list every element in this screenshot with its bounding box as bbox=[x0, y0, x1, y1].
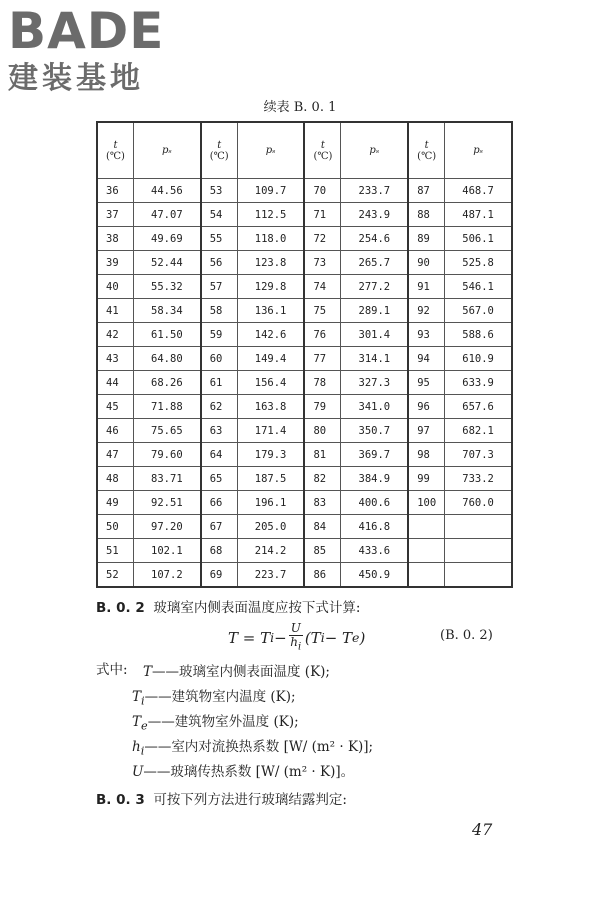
table-row bbox=[97, 371, 512, 395]
header-t: t (℃) bbox=[304, 122, 340, 179]
temperature-cell: 86 bbox=[304, 563, 340, 588]
table-row bbox=[97, 323, 512, 347]
temperature-cell: 52 bbox=[97, 563, 133, 588]
formula-fraction: $\frac{U}{h_i}$ bbox=[290, 621, 302, 653]
pressure-cell bbox=[445, 515, 512, 539]
where-item: T——玻璃室内侧表面温度 (K); bbox=[143, 664, 330, 680]
temperature-cell: 50 bbox=[97, 515, 133, 539]
temperature-cell: 94 bbox=[408, 347, 444, 371]
temperature-cell: 58 bbox=[201, 299, 237, 323]
temperature-cell: 100 bbox=[408, 491, 444, 515]
section-b02 bbox=[96, 598, 360, 618]
pressure-cell: 350.7 bbox=[341, 419, 408, 443]
pressure-cell: 633.9 bbox=[445, 371, 512, 395]
temperature-cell: 71 bbox=[304, 203, 340, 227]
pressure-cell: 733.2 bbox=[445, 467, 512, 491]
where-item: $T_i——$建筑物室内温度 (K); bbox=[132, 689, 296, 708]
pressure-cell: 214.2 bbox=[237, 539, 304, 563]
pressure-cell: 44.56 bbox=[133, 179, 200, 203]
pressure-cell: 384.9 bbox=[341, 467, 408, 491]
pressure-cell: 610.9 bbox=[445, 347, 512, 371]
pressure-cell: 97.20 bbox=[133, 515, 200, 539]
pressure-cell: 254.6 bbox=[341, 227, 408, 251]
header-t: t (℃) bbox=[97, 122, 133, 179]
pressure-cell: 265.7 bbox=[341, 251, 408, 275]
header-t: t (℃) bbox=[201, 122, 237, 179]
pressure-cell: 369.7 bbox=[341, 443, 408, 467]
where-item: $h_i——$室内对流换热系数 [W/ (m² · K)]; bbox=[132, 739, 374, 758]
pressure-cell: 163.8 bbox=[237, 395, 304, 419]
temperature-cell bbox=[408, 539, 444, 563]
pressure-cell: 588.6 bbox=[445, 323, 512, 347]
bade-logo bbox=[8, 2, 165, 96]
where-intro: 式中: bbox=[96, 662, 128, 678]
temperature-cell: 73 bbox=[304, 251, 340, 275]
pressure-cell: 243.9 bbox=[341, 203, 408, 227]
table-row bbox=[97, 203, 512, 227]
table-header-row bbox=[97, 122, 512, 179]
table-row bbox=[97, 467, 512, 491]
header-p: pₛ bbox=[237, 122, 304, 179]
table-caption: 续表 B. 0. 1 bbox=[263, 100, 337, 115]
section-b03 bbox=[96, 790, 347, 810]
table-row bbox=[97, 275, 512, 299]
pressure-cell: 223.7 bbox=[237, 563, 304, 588]
temperature-cell: 60 bbox=[201, 347, 237, 371]
temperature-cell: 78 bbox=[304, 371, 340, 395]
temperature-cell: 82 bbox=[304, 467, 340, 491]
temperature-cell: 53 bbox=[201, 179, 237, 203]
pressure-cell: 289.1 bbox=[341, 299, 408, 323]
pressure-cell: 468.7 bbox=[445, 179, 512, 203]
temperature-cell: 85 bbox=[304, 539, 340, 563]
temperature-cell: 55 bbox=[201, 227, 237, 251]
temperature-cell: 45 bbox=[97, 395, 133, 419]
temperature-cell: 90 bbox=[408, 251, 444, 275]
pressure-cell: 102.1 bbox=[133, 539, 200, 563]
pressure-cell: 196.1 bbox=[237, 491, 304, 515]
temperature-cell: 56 bbox=[201, 251, 237, 275]
temperature-cell: 41 bbox=[97, 299, 133, 323]
pressure-cell: 277.2 bbox=[341, 275, 408, 299]
temperature-cell: 51 bbox=[97, 539, 133, 563]
temperature-cell: 47 bbox=[97, 443, 133, 467]
pressure-cell: 416.8 bbox=[341, 515, 408, 539]
pressure-cell: 400.6 bbox=[341, 491, 408, 515]
pressure-cell: 205.0 bbox=[237, 515, 304, 539]
pressure-cell: 506.1 bbox=[445, 227, 512, 251]
temperature-cell: 49 bbox=[97, 491, 133, 515]
temperature-cell: 48 bbox=[97, 467, 133, 491]
temperature-cell: 65 bbox=[201, 467, 237, 491]
pressure-cell: 233.7 bbox=[341, 179, 408, 203]
pressure-cell: 171.4 bbox=[237, 419, 304, 443]
temperature-cell: 72 bbox=[304, 227, 340, 251]
pressure-cell: 79.60 bbox=[133, 443, 200, 467]
temperature-cell: 46 bbox=[97, 419, 133, 443]
pressure-cell: 187.5 bbox=[237, 467, 304, 491]
temperature-cell: 44 bbox=[97, 371, 133, 395]
table-row bbox=[97, 251, 512, 275]
pressure-cell: 61.50 bbox=[133, 323, 200, 347]
equation-number: (B. 0. 2) bbox=[440, 628, 493, 643]
pressure-cell: 52.44 bbox=[133, 251, 200, 275]
pressure-cell: 68.26 bbox=[133, 371, 200, 395]
temperature-cell: 37 bbox=[97, 203, 133, 227]
temperature-cell: 43 bbox=[97, 347, 133, 371]
temperature-cell: 99 bbox=[408, 467, 444, 491]
pressure-cell: 487.1 bbox=[445, 203, 512, 227]
section-b03-number: B. 0. 3 bbox=[96, 792, 145, 808]
pressure-cell: 123.8 bbox=[237, 251, 304, 275]
section-b03-text: 可按下列方法进行玻璃结露判定: bbox=[153, 792, 347, 808]
temperature-cell: 83 bbox=[304, 491, 340, 515]
temperature-cell: 87 bbox=[408, 179, 444, 203]
pressure-cell: 83.71 bbox=[133, 467, 200, 491]
pressure-cell: 314.1 bbox=[341, 347, 408, 371]
table-row bbox=[97, 539, 512, 563]
pressure-cell: 58.34 bbox=[133, 299, 200, 323]
pressure-cell: 142.6 bbox=[237, 323, 304, 347]
pressure-cell: 47.07 bbox=[133, 203, 200, 227]
temperature-cell: 88 bbox=[408, 203, 444, 227]
temperature-cell: 42 bbox=[97, 323, 133, 347]
formula-b02: T = T i − $\frac{U}{h_i}$ (T i − T e ) bbox=[228, 621, 366, 653]
section-b02-number: B. 0. 2 bbox=[96, 600, 145, 616]
temperature-cell: 74 bbox=[304, 275, 340, 299]
temperature-cell: 57 bbox=[201, 275, 237, 299]
temperature-cell: 64 bbox=[201, 443, 237, 467]
pressure-cell: 525.8 bbox=[445, 251, 512, 275]
page-number: 47 bbox=[472, 820, 493, 839]
pressure-cell: 129.8 bbox=[237, 275, 304, 299]
table-row bbox=[97, 227, 512, 251]
temperature-cell: 67 bbox=[201, 515, 237, 539]
temperature-cell: 70 bbox=[304, 179, 340, 203]
table-row bbox=[97, 395, 512, 419]
saturation-pressure-table bbox=[96, 121, 513, 588]
pressure-cell: 682.1 bbox=[445, 419, 512, 443]
table-row bbox=[97, 179, 512, 203]
table-row bbox=[97, 347, 512, 371]
temperature-cell: 95 bbox=[408, 371, 444, 395]
where-item: U——玻璃传热系数 [W/ (m² · K)]。 bbox=[132, 764, 355, 780]
pressure-cell: 156.4 bbox=[237, 371, 304, 395]
temperature-cell: 38 bbox=[97, 227, 133, 251]
pressure-cell: 707.3 bbox=[445, 443, 512, 467]
pressure-cell: 112.5 bbox=[237, 203, 304, 227]
table-row bbox=[97, 419, 512, 443]
pressure-cell: 71.88 bbox=[133, 395, 200, 419]
pressure-cell: 64.80 bbox=[133, 347, 200, 371]
temperature-cell: 75 bbox=[304, 299, 340, 323]
table-row bbox=[97, 515, 512, 539]
header-p: pₛ bbox=[133, 122, 200, 179]
temperature-cell: 62 bbox=[201, 395, 237, 419]
pressure-cell: 55.32 bbox=[133, 275, 200, 299]
temperature-cell: 93 bbox=[408, 323, 444, 347]
section-b02-text: 玻璃室内侧表面温度应按下式计算: bbox=[153, 600, 361, 616]
pressure-cell: 433.6 bbox=[341, 539, 408, 563]
temperature-cell: 92 bbox=[408, 299, 444, 323]
where-item: $T_e——$建筑物室外温度 (K); bbox=[132, 714, 299, 733]
pressure-cell: 760.0 bbox=[445, 491, 512, 515]
pressure-cell: 341.0 bbox=[341, 395, 408, 419]
pressure-cell bbox=[445, 539, 512, 563]
temperature-cell: 40 bbox=[97, 275, 133, 299]
table-row bbox=[97, 563, 512, 588]
temperature-cell: 84 bbox=[304, 515, 340, 539]
temperature-cell: 91 bbox=[408, 275, 444, 299]
temperature-cell: 36 bbox=[97, 179, 133, 203]
temperature-cell: 98 bbox=[408, 443, 444, 467]
temperature-cell bbox=[408, 515, 444, 539]
temperature-cell: 80 bbox=[304, 419, 340, 443]
temperature-cell: 81 bbox=[304, 443, 340, 467]
temperature-cell bbox=[408, 563, 444, 588]
header-p: pₛ bbox=[445, 122, 512, 179]
pressure-cell: 109.7 bbox=[237, 179, 304, 203]
pressure-cell: 107.2 bbox=[133, 563, 200, 588]
pressure-cell bbox=[445, 563, 512, 588]
pressure-cell: 657.6 bbox=[445, 395, 512, 419]
temperature-cell: 97 bbox=[408, 419, 444, 443]
pressure-cell: 92.51 bbox=[133, 491, 200, 515]
temperature-cell: 77 bbox=[304, 347, 340, 371]
pressure-cell: 149.4 bbox=[237, 347, 304, 371]
temperature-cell: 79 bbox=[304, 395, 340, 419]
logo-brand: BADE bbox=[8, 2, 165, 60]
pressure-cell: 327.3 bbox=[341, 371, 408, 395]
pressure-cell: 567.0 bbox=[445, 299, 512, 323]
temperature-cell: 89 bbox=[408, 227, 444, 251]
temperature-cell: 63 bbox=[201, 419, 237, 443]
header-p: pₛ bbox=[341, 122, 408, 179]
pressure-cell: 49.69 bbox=[133, 227, 200, 251]
temperature-cell: 68 bbox=[201, 539, 237, 563]
temperature-cell: 39 bbox=[97, 251, 133, 275]
pressure-cell: 450.9 bbox=[341, 563, 408, 588]
pressure-cell: 136.1 bbox=[237, 299, 304, 323]
logo-subtitle: 建装基地 bbox=[8, 61, 144, 96]
header-t: t (℃) bbox=[408, 122, 444, 179]
pressure-cell: 546.1 bbox=[445, 275, 512, 299]
pressure-cell: 301.4 bbox=[341, 323, 408, 347]
table-row bbox=[97, 491, 512, 515]
temperature-cell: 96 bbox=[408, 395, 444, 419]
table-row bbox=[97, 299, 512, 323]
pressure-cell: 75.65 bbox=[133, 419, 200, 443]
temperature-cell: 54 bbox=[201, 203, 237, 227]
temperature-cell: 59 bbox=[201, 323, 237, 347]
temperature-cell: 69 bbox=[201, 563, 237, 588]
temperature-cell: 61 bbox=[201, 371, 237, 395]
temperature-cell: 66 bbox=[201, 491, 237, 515]
temperature-cell: 76 bbox=[304, 323, 340, 347]
pressure-cell: 179.3 bbox=[237, 443, 304, 467]
pressure-cell: 118.0 bbox=[237, 227, 304, 251]
table-row bbox=[97, 443, 512, 467]
